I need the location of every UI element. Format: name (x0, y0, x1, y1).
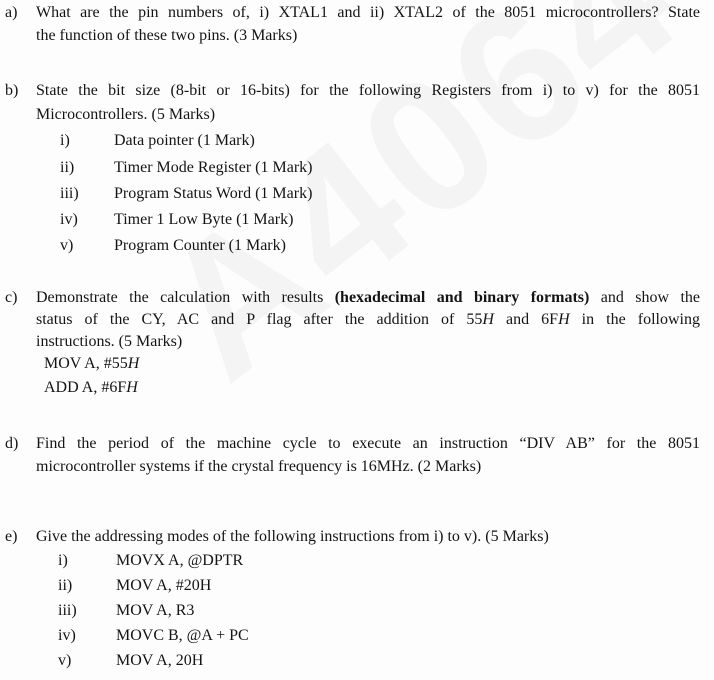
list-number: v) (58, 652, 72, 669)
list-text: Program Counter (1 Mark) (114, 237, 286, 254)
list-text: Program Status Word (1 Mark) (114, 185, 313, 202)
list-text: MOVC B, @A + PC (116, 627, 249, 644)
question-text-line: status of the CY, AC and P flag after the addition of 55H and 6FH in the following (36, 311, 700, 328)
list-number: iii) (58, 602, 77, 619)
question-text-line: the function of these two pins. (3 Marks) (36, 27, 298, 44)
list-text: Timer Mode Register (1 Mark) (114, 159, 313, 176)
code-line: ADD A, #6FH (44, 379, 138, 396)
list-number: i) (58, 552, 68, 569)
code-line: MOV A, #55H (44, 355, 140, 372)
list-text: Data pointer (1 Mark) (114, 132, 255, 149)
question-label: e) (5, 528, 18, 545)
question-text-line: State the bit size (8-bit or 16-bits) for the following Registers from i) to v) for the 8051 (36, 82, 700, 99)
question-text-line: What are the pin numbers of, i) XTAL1 and ii) XTAL2 of the 8051 microcontrollers? State (36, 4, 700, 21)
list-number: iv) (58, 627, 76, 644)
list-text: MOVX A, @DPTR (116, 552, 244, 569)
question-label: a) (5, 4, 18, 21)
question-text-line: Microcontrollers. (5 Marks) (36, 106, 216, 123)
list-number: v) (60, 237, 74, 254)
list-number: iii) (60, 185, 79, 202)
list-text: MOV A, #20H (116, 577, 212, 594)
question-text-line: Demonstrate the calculation with results (hexadecimal and binary formats) and show the (36, 289, 700, 306)
question-label: d) (5, 435, 19, 452)
list-text: Timer 1 Low Byte (1 Mark) (114, 211, 294, 228)
question-text-line: Give the addressing modes of the following instructions from i) to v). (5 Marks) (36, 528, 549, 545)
question-label: c) (5, 289, 18, 306)
list-number: ii) (60, 159, 75, 176)
question-text-line: microcontroller systems if the crystal frequency is 16MHz. (2 Marks) (36, 458, 482, 475)
list-number: ii) (58, 577, 73, 594)
question-text-line: Find the period of the machine cycle to execute an instruction “DIV AB” for the 8051 (36, 435, 700, 452)
list-number: i) (60, 132, 70, 149)
list-text: MOV A, R3 (116, 602, 195, 619)
question-text-line: instructions. (5 Marks) (36, 333, 183, 350)
list-number: iv) (60, 211, 78, 228)
list-text: MOV A, 20H (116, 652, 204, 669)
question-label: b) (5, 82, 19, 99)
